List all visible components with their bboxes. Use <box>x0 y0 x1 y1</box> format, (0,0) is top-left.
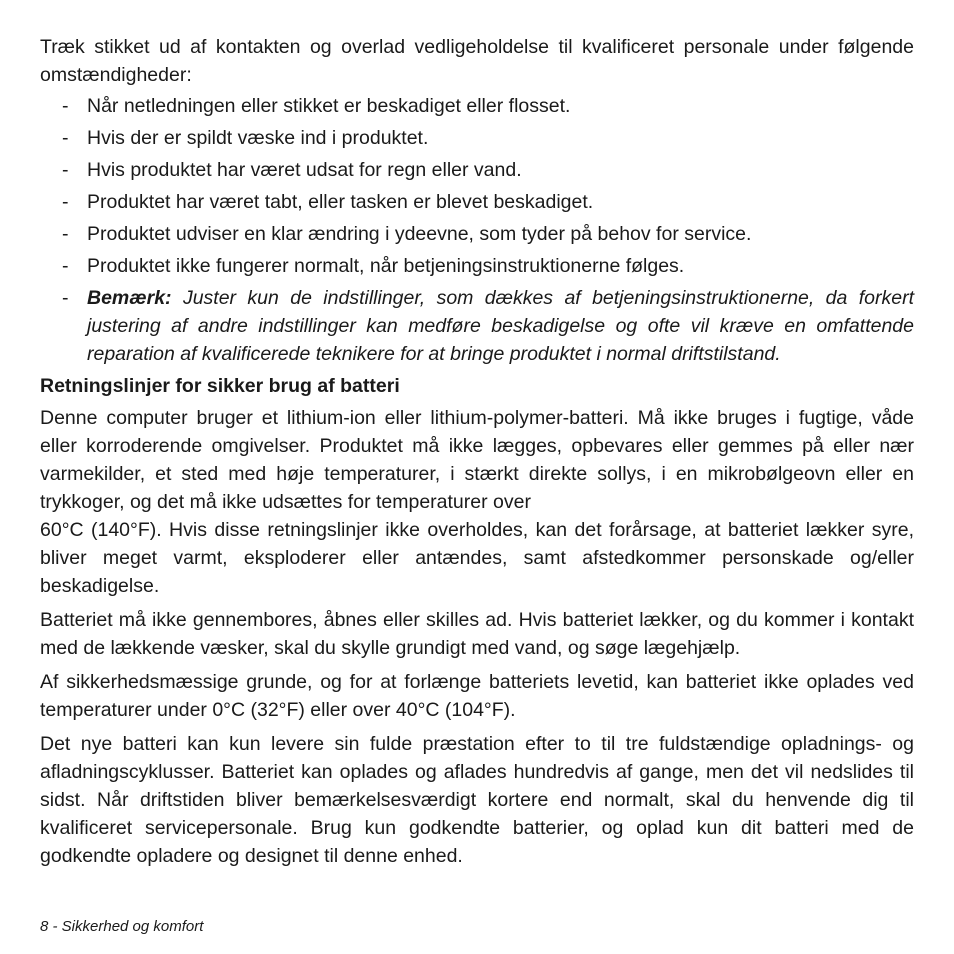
list-item <box>40 188 914 216</box>
note-item <box>40 284 914 368</box>
dash-bullet: - <box>62 287 69 309</box>
dash-bullet: - <box>62 127 69 149</box>
list-item-text: Hvis produktet har været udsat for regn eller vand. <box>87 159 522 181</box>
list-item-text: Hvis der er spildt væske ind i produktet. <box>87 127 429 149</box>
dash-bullet: - <box>62 159 69 181</box>
list-item <box>40 124 914 152</box>
document-page <box>40 33 914 876</box>
service-conditions-list <box>40 92 914 368</box>
list-item <box>40 252 914 280</box>
list-item <box>40 156 914 184</box>
list-item-text: Produktet ikke fungerer normalt, når betjeningsinstruktionerne følges. <box>87 255 685 277</box>
battery-paragraph-4: Det nye batteri kan kun levere sin fulde præstation efter to til tre fuldstændige opladnings- og afladningscyklusser. Batteriet kan oplades og aflades hundredvis af gange, men det vil nedslides til sidst. Når driftstiden bliver bemærkelsesværdigt kortere end normalt, skal du henvende dig til kvalificeret servicepersonale. Brug kun godkendte batterier, og oplad kun dit batteri med de godkendte opladere og designet til denne enhed. <box>40 733 914 867</box>
list-item-text: Produktet har været tabt, eller tasken er blevet beskadiget. <box>87 191 594 213</box>
list-item-text: Produktet udviser en klar ændring i ydeevne, som tyder på behov for service. <box>87 223 752 245</box>
battery-paragraph-1a: Denne computer bruger et lithium-ion eller lithium-polymer-batteri. Må ikke bruges i fugtige, våde eller korroderende omgivelser. Produktet må ikke lægges, opbevares eller gemmes på eller nær varmekilder, et sted med høje temperaturer, i stærkt direkte sollys, i en mikrobølgeovn eller en trykkoger, og det må ikke udsættes for temperaturer over <box>40 407 914 513</box>
dash-bullet: - <box>62 191 69 213</box>
note-body: Juster kun de indstillinger, som dækkes af betjeningsinstruktionerne, da forkert justering af andre indstillinger kan medføre beskadigelse og ofte vil kræve en omfattende reparation af kvalificerede teknikere for at bringe produktet i normal driftstilstand. <box>87 287 915 365</box>
list-item <box>40 92 914 120</box>
list-item <box>40 220 914 248</box>
list-item-text: Når netledningen eller stikket er beskadiget eller flosset. <box>87 95 571 117</box>
battery-paragraph-3: Af sikkerhedsmæssige grunde, og for at forlænge batteriets levetid, kan batteriet ikke oplades ved temperaturer under 0°C (32°F) eller over 40°C (104°F). <box>40 671 914 721</box>
intro-paragraph: Træk stikket ud af kontakten og overlad vedligeholdelse til kvalificeret personale under følgende omstændigheder: <box>40 36 914 86</box>
battery-paragraph-1b: 60°C (140°F). Hvis disse retningslinjer ikke overholdes, kan det forårsage, at batteriet lækker syre, bliver meget varmt, eksploderer eller antændes, samt afstedkommer personskade og/eller beskadigelse. <box>40 519 914 597</box>
battery-paragraph-2: Batteriet må ikke gennembores, åbnes eller skilles ad. Hvis batteriet lækker, og du kommer i kontakt med de lækkende væsker, skal du skylle grundigt med vand, og søge lægehjælp. <box>40 609 914 659</box>
dash-bullet: - <box>62 95 69 117</box>
note-text <box>87 284 914 368</box>
page-footer: 8 - Sikkerhed og komfort <box>40 918 204 935</box>
dash-bullet: - <box>62 223 69 245</box>
note-label: Bemærk: <box>87 287 172 309</box>
dash-bullet: - <box>62 255 69 277</box>
section-heading: Retningslinjer for sikker brug af batteri <box>40 375 400 397</box>
